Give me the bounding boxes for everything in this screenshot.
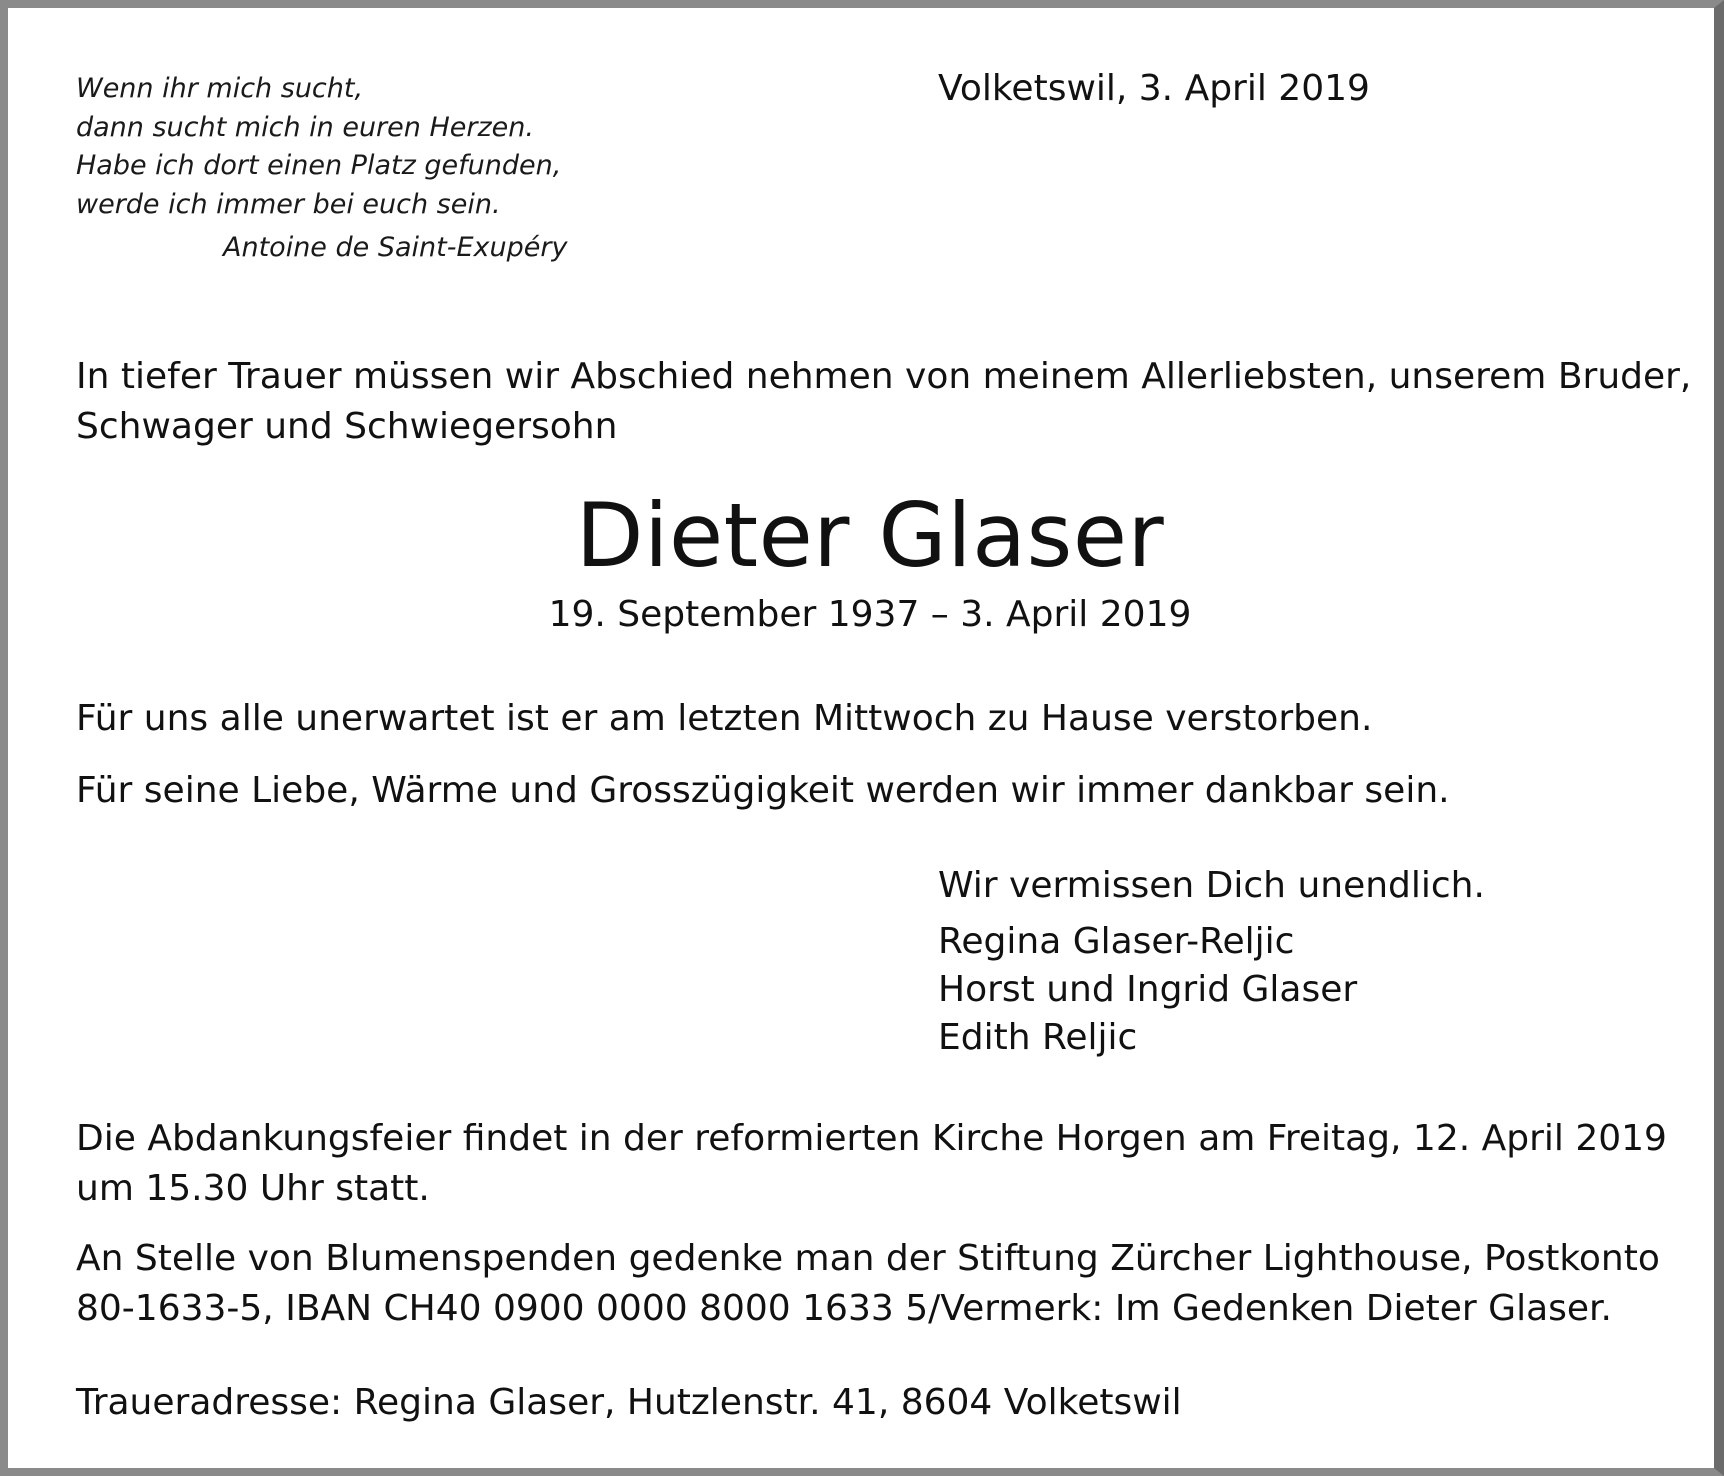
service-line: um 15.30 Uhr statt. (76, 1168, 430, 1209)
closing-line: Wir vermissen Dich unendlich. (938, 865, 1485, 906)
quote-line: dann sucht mich in euren Herzen. (76, 111, 534, 143)
quote-author: Antoine de Saint-Exupéry (223, 232, 568, 263)
donation-line: 80-1633-5, IBAN CH40 0900 0000 8000 1633 5/Vermerk: Im Gedenken Dieter Glaser. (76, 1288, 1612, 1329)
signer-name: Regina Glaser-Reljic (938, 921, 1295, 962)
quote-line: Habe ich dort einen Platz gefunden, (76, 150, 562, 181)
mourning-address: Traueradresse: Regina Glaser, Hutzlenstr. 41, 8604 Volketswil (76, 1382, 1182, 1423)
service-line: Die Abdankungsfeier findet in der reformierten Kirche Horgen am Freitag, 12. April 2019 (76, 1118, 1667, 1159)
intro-text (76, 352, 1691, 452)
donation-info (76, 1234, 1660, 1334)
quote-line: Wenn ihr mich sucht, (76, 73, 364, 104)
donation-line: An Stelle von Blumenspenden gedenke man der Stiftung Zürcher Lighthouse, Postkonto (76, 1238, 1660, 1279)
signers-list (938, 918, 1357, 1062)
paragraph-passing: Für uns alle unerwartet ist er am letzten Mittwoch zu Hause verstorben. (76, 698, 1373, 739)
place-date: Volketswil, 3. April 2019 (938, 68, 1370, 109)
paragraph-gratitude: Für seine Liebe, Wärme und Grosszügigkeit werden wir immer dankbar sein. (76, 770, 1450, 811)
intro-line: In tiefer Trauer müssen wir Abschied nehmen von meinem Allerliebsten, unserem Bruder, (76, 356, 1692, 397)
deceased-name: Dieter Glaser (575, 484, 1165, 587)
intro-line: Schwager und Schwiegersohn (76, 406, 618, 447)
life-dates: 19. September 1937 – 3. April 2019 (548, 594, 1192, 635)
service-info (76, 1114, 1667, 1214)
signer-name: Horst und Ingrid Glaser (938, 969, 1358, 1010)
memorial-quote (76, 70, 561, 224)
quote-line: werde ich immer bei euch sein. (76, 188, 501, 220)
signer-name: Edith Reljic (938, 1017, 1138, 1058)
